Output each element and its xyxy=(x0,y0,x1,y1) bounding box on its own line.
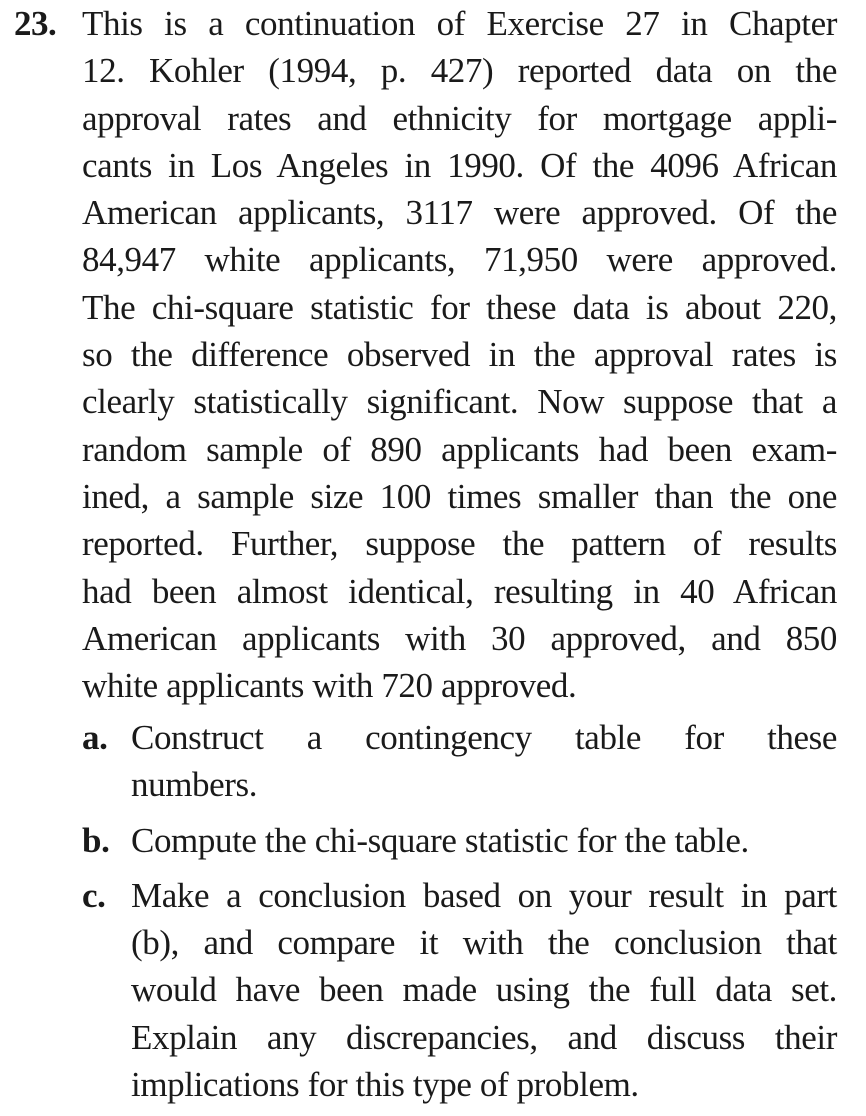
statement-line: American applicants with 30 approved, and 850 xyxy=(82,618,837,658)
part-line: would have been made using the full data set. xyxy=(131,970,837,1010)
statement-line: approval rates and ethnicity for mortgage appli- xyxy=(82,98,837,138)
statement-line: The chi-square statistic for these data is about 220, xyxy=(82,287,837,327)
statement-line: had been almost identical, resulting in 40 African xyxy=(82,571,837,611)
statement-line: This is a continuation of Exercise 27 in Chapter xyxy=(82,4,837,43)
statement-line: white applicants with 720 approved. xyxy=(82,666,577,706)
statement-line: random sample of 890 applicants had been exam- xyxy=(82,429,837,469)
part-line: (b), and compare it with the conclusion that xyxy=(131,923,837,963)
part-text xyxy=(131,872,837,1108)
statement-line: American applicants, 3117 were approved. Of the xyxy=(82,193,837,233)
part-line: Explain any discrepancies, and discuss their xyxy=(131,1017,837,1057)
statement-line: clearly statistically significant. Now suppose that a xyxy=(82,382,837,422)
part-line: Construct a contingency table for these xyxy=(131,718,837,757)
part-c xyxy=(82,872,837,1108)
part-a xyxy=(82,714,837,809)
exercise-number: 23. xyxy=(14,4,57,43)
statement-line: 84,947 white applicants, 71,950 were approved. xyxy=(82,240,837,280)
part-b xyxy=(82,817,837,864)
part-label: b. xyxy=(82,820,110,860)
part-line: Make a conclusion based on your result in part xyxy=(131,875,837,915)
part-text xyxy=(131,714,837,809)
exercise-parts xyxy=(82,714,837,1116)
statement-line: 12. Kohler (1994, p. 427) reported data on the xyxy=(82,51,837,91)
statement-line: reported. Further, suppose the pattern of results xyxy=(82,524,837,564)
statement-line: cants in Los Angeles in 1990. Of the 4096 African xyxy=(82,145,837,185)
part-line: numbers. xyxy=(131,765,258,805)
exercise-statement xyxy=(82,0,837,709)
part-text xyxy=(131,817,837,864)
statement-line: ined, a sample size 100 times smaller than the one xyxy=(82,476,837,516)
statement-line: so the difference observed in the approval rates is xyxy=(82,335,837,375)
part-label: a. xyxy=(82,718,108,757)
part-label: c. xyxy=(82,875,106,915)
part-line: implications for this type of problem. xyxy=(131,1065,639,1105)
part-line: Compute the chi-square statistic for the table. xyxy=(131,820,749,860)
